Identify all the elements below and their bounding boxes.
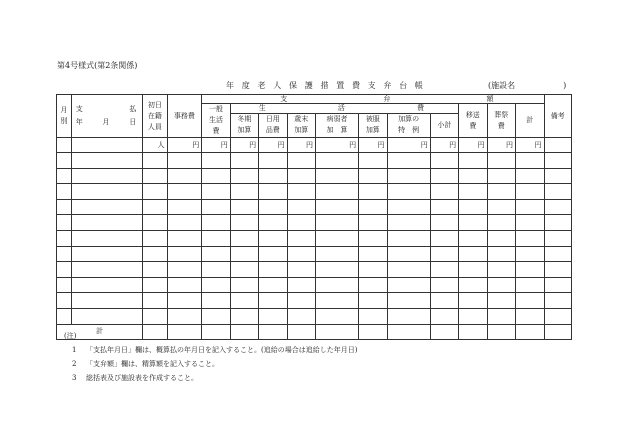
table-cell — [544, 277, 572, 293]
table-cell — [387, 230, 430, 246]
month-header: 月 別 — [57, 95, 72, 138]
table-cell — [487, 215, 515, 231]
table-cell — [387, 153, 430, 169]
table-cell — [202, 168, 230, 184]
notes-heading: (注) — [64, 332, 77, 340]
table-cell — [430, 153, 458, 169]
table-cell — [359, 277, 387, 293]
table-cell — [544, 199, 572, 215]
table-row — [57, 153, 572, 169]
table-cell — [315, 246, 358, 262]
table-row — [57, 293, 572, 309]
table-cell — [202, 262, 230, 278]
table-cell — [359, 168, 387, 184]
table-cell — [230, 293, 258, 309]
table-cell — [143, 168, 167, 184]
table-cell — [515, 153, 544, 169]
table-cell — [315, 293, 358, 309]
table-cell — [315, 230, 358, 246]
table-cell — [167, 168, 202, 184]
notes-section — [64, 329, 357, 385]
table-cell — [143, 246, 167, 262]
table-cell — [430, 308, 458, 324]
table-cell — [259, 230, 287, 246]
table-cell — [230, 168, 258, 184]
table-cell — [515, 215, 544, 231]
table-cell — [459, 184, 487, 200]
table-cell — [459, 293, 487, 309]
living-expenses-header: 生 活 費 — [230, 104, 458, 114]
table-cell — [230, 153, 258, 169]
unit-yen: 円 — [487, 138, 515, 153]
table-cell — [487, 262, 515, 278]
table-cell — [57, 246, 72, 262]
table-cell — [487, 277, 515, 293]
table-cell — [387, 277, 430, 293]
table-cell — [544, 246, 572, 262]
table-cell — [230, 230, 258, 246]
table-cell — [544, 262, 572, 278]
table-cell — [515, 293, 544, 309]
unit-yen: 円 — [167, 138, 202, 153]
unit-person: 人 — [143, 138, 167, 153]
table-cell — [71, 168, 143, 184]
table-cell — [359, 308, 387, 324]
table-cell — [387, 199, 430, 215]
table-cell — [71, 184, 143, 200]
table-cell — [71, 153, 143, 169]
table-cell — [315, 184, 358, 200]
note-item: 2 「支弁額」欄は、精算額を記入すること。 — [72, 360, 219, 368]
table-cell — [71, 277, 143, 293]
table-cell — [459, 153, 487, 169]
unit-yen: 円 — [430, 138, 458, 153]
table-cell — [459, 262, 487, 278]
document-title: 年 度 老 人 保 護 措 置 費 支 弁 台 帳 — [226, 81, 426, 90]
table-cell — [287, 277, 315, 293]
table-cell — [287, 293, 315, 309]
table-cell — [143, 153, 167, 169]
table-cell — [259, 308, 287, 324]
table-cell — [57, 184, 72, 200]
table-cell — [202, 153, 230, 169]
table-cell — [544, 308, 572, 324]
table-cell — [71, 308, 143, 324]
table-cell — [259, 293, 287, 309]
table-cell — [167, 277, 202, 293]
table-cell — [143, 293, 167, 309]
table-cell — [143, 215, 167, 231]
table-cell — [544, 184, 572, 200]
unit-yen: 円 — [387, 138, 430, 153]
table-cell — [359, 293, 387, 309]
table-cell — [359, 184, 387, 200]
table-cell — [287, 153, 315, 169]
table-cell — [259, 153, 287, 169]
table-cell — [487, 246, 515, 262]
table-cell — [57, 293, 72, 309]
table-cell — [259, 277, 287, 293]
table-cell — [167, 308, 202, 324]
table-cell — [57, 262, 72, 278]
table-cell — [287, 184, 315, 200]
table-cell — [487, 308, 515, 324]
payment-amount-header: 支 弁 額 — [202, 95, 544, 104]
table-cell — [202, 277, 230, 293]
unit-yen: 円 — [202, 138, 230, 153]
table-cell — [459, 168, 487, 184]
table-cell — [515, 230, 544, 246]
table-cell — [143, 262, 167, 278]
table-row — [57, 246, 572, 262]
table-cell — [387, 308, 430, 324]
table-cell — [387, 293, 430, 309]
table-cell — [202, 293, 230, 309]
table-cell — [315, 308, 358, 324]
table-cell — [143, 184, 167, 200]
table-cell — [202, 199, 230, 215]
table-cell — [57, 199, 72, 215]
table-cell — [487, 230, 515, 246]
table-cell — [167, 293, 202, 309]
table-cell — [515, 168, 544, 184]
table-cell — [287, 215, 315, 231]
table-cell — [230, 262, 258, 278]
table-cell — [430, 199, 458, 215]
total-label: 計 — [57, 324, 143, 339]
table-cell — [515, 184, 544, 200]
table-cell — [359, 230, 387, 246]
total-header: 計 — [515, 104, 544, 138]
table-cell — [315, 262, 358, 278]
table-cell — [167, 199, 202, 215]
table-row — [57, 184, 572, 200]
daily-goods-header: 日用 品費 — [259, 113, 287, 137]
table-cell — [167, 262, 202, 278]
table-cell — [544, 153, 572, 169]
note-item: 1 「支払年月日」欄は、概算払の年月日を記入すること。(追給の場合は追給した年月日) — [72, 346, 358, 354]
funeral-expenses-header: 葬祭 費 — [487, 104, 515, 138]
table-cell — [202, 230, 230, 246]
table-cell — [387, 184, 430, 200]
table-cell — [71, 230, 143, 246]
table-cell — [315, 153, 358, 169]
payment-date-header: 支 払 年 月 日 — [71, 95, 143, 138]
table-cell — [315, 215, 358, 231]
table-cell — [387, 262, 430, 278]
table-cell — [71, 293, 143, 309]
table-row — [57, 277, 572, 293]
table-cell — [487, 184, 515, 200]
table-cell — [430, 184, 458, 200]
unit-yen: 円 — [230, 138, 258, 153]
table-row — [57, 215, 572, 231]
facility-open-label: (施設名 — [488, 81, 516, 90]
table-cell — [287, 308, 315, 324]
table-cell — [57, 230, 72, 246]
table-cell — [259, 215, 287, 231]
facility-name-field — [488, 80, 566, 91]
table-cell — [57, 215, 72, 231]
table-cell — [359, 246, 387, 262]
ledger-table — [56, 94, 572, 340]
table-cell — [57, 168, 72, 184]
table-cell — [230, 184, 258, 200]
table-cell — [202, 184, 230, 200]
table-cell — [230, 215, 258, 231]
table-cell — [359, 199, 387, 215]
table-cell — [487, 168, 515, 184]
table-cell — [544, 168, 572, 184]
table-cell — [487, 293, 515, 309]
table-row — [57, 230, 572, 246]
table-cell — [459, 246, 487, 262]
table-cell — [430, 277, 458, 293]
table-cell — [515, 246, 544, 262]
table-cell — [515, 199, 544, 215]
table-cell — [71, 199, 143, 215]
table-cell — [202, 246, 230, 262]
table-cell — [71, 215, 143, 231]
table-cell — [167, 230, 202, 246]
table-cell — [544, 215, 572, 231]
table-cell — [359, 215, 387, 231]
table-row — [57, 168, 572, 184]
table-cell — [143, 199, 167, 215]
table-cell — [287, 262, 315, 278]
table-cell — [167, 184, 202, 200]
table-cell — [544, 230, 572, 246]
table-cell — [387, 215, 430, 231]
initial-residents-header: 初日 在籍 人員 — [143, 95, 167, 138]
table-cell — [430, 230, 458, 246]
table-cell — [430, 215, 458, 231]
table-cell — [259, 246, 287, 262]
table-cell — [57, 308, 72, 324]
table-cell — [71, 262, 143, 278]
table-cell — [459, 308, 487, 324]
table-cell — [143, 277, 167, 293]
table-cell — [430, 293, 458, 309]
table-cell — [287, 246, 315, 262]
table-cell — [230, 277, 258, 293]
table-row — [57, 308, 572, 324]
remarks-header: 備考 — [544, 95, 572, 138]
table-cell — [230, 246, 258, 262]
table-cell — [259, 184, 287, 200]
table-cell — [515, 277, 544, 293]
table-cell — [487, 153, 515, 169]
unit-yen: 円 — [259, 138, 287, 153]
office-expenses-header: 事務費 — [167, 95, 202, 138]
table-cell — [143, 308, 167, 324]
table-cell — [167, 215, 202, 231]
table-cell — [202, 308, 230, 324]
table-cell — [315, 199, 358, 215]
table-cell — [167, 246, 202, 262]
table-cell — [287, 230, 315, 246]
facility-close-label: ) — [563, 81, 567, 90]
table-cell — [57, 277, 72, 293]
table-cell — [459, 230, 487, 246]
note-item: 3 総括表及び施設表を作成すること。 — [72, 374, 198, 382]
table-cell — [230, 308, 258, 324]
table-cell — [430, 262, 458, 278]
table-cell — [202, 215, 230, 231]
table-cell — [287, 168, 315, 184]
table-row — [57, 262, 572, 278]
unit-yen: 円 — [459, 138, 487, 153]
table-cell — [71, 246, 143, 262]
table-cell — [459, 215, 487, 231]
general-living-expenses-header: 一般 生活 費 — [202, 104, 230, 138]
units-row — [57, 138, 572, 153]
table-cell — [459, 199, 487, 215]
clothing-addition-header: 被服 加算 — [359, 113, 387, 137]
table-cell — [143, 230, 167, 246]
table-cell — [230, 199, 258, 215]
table-cell — [430, 168, 458, 184]
table-cell — [387, 246, 430, 262]
table-cell — [359, 262, 387, 278]
unit-yen: 円 — [515, 138, 544, 153]
form-number: 第4号様式(第2条関係) — [57, 61, 138, 70]
table-cell — [259, 262, 287, 278]
table-cell — [315, 277, 358, 293]
winter-addition-header: 冬期 加算 — [230, 113, 258, 137]
unit-yen: 円 — [359, 138, 387, 153]
table-cell — [167, 153, 202, 169]
unit-yen: 円 — [315, 138, 358, 153]
invalid-addition-header: 病弱者 加 算 — [315, 113, 358, 137]
unit-yen: 円 — [287, 138, 315, 153]
transport-expenses-header: 移送 費 — [459, 104, 487, 138]
table-cell — [259, 168, 287, 184]
subtotal-header: 小計 — [430, 113, 458, 137]
table-cell — [430, 246, 458, 262]
table-cell — [515, 262, 544, 278]
table-cell — [287, 199, 315, 215]
table-cell — [387, 168, 430, 184]
year-end-addition-header: 歳末 加算 — [287, 113, 315, 137]
table-cell — [359, 153, 387, 169]
table-cell — [487, 199, 515, 215]
table-cell — [259, 199, 287, 215]
data-rows — [57, 153, 572, 325]
table-cell — [315, 168, 358, 184]
table-row — [57, 199, 572, 215]
table-cell — [57, 153, 72, 169]
table-cell — [459, 277, 487, 293]
addition-special-header: 加算の 特 例 — [387, 113, 430, 137]
table-cell — [515, 308, 544, 324]
table-cell — [544, 293, 572, 309]
